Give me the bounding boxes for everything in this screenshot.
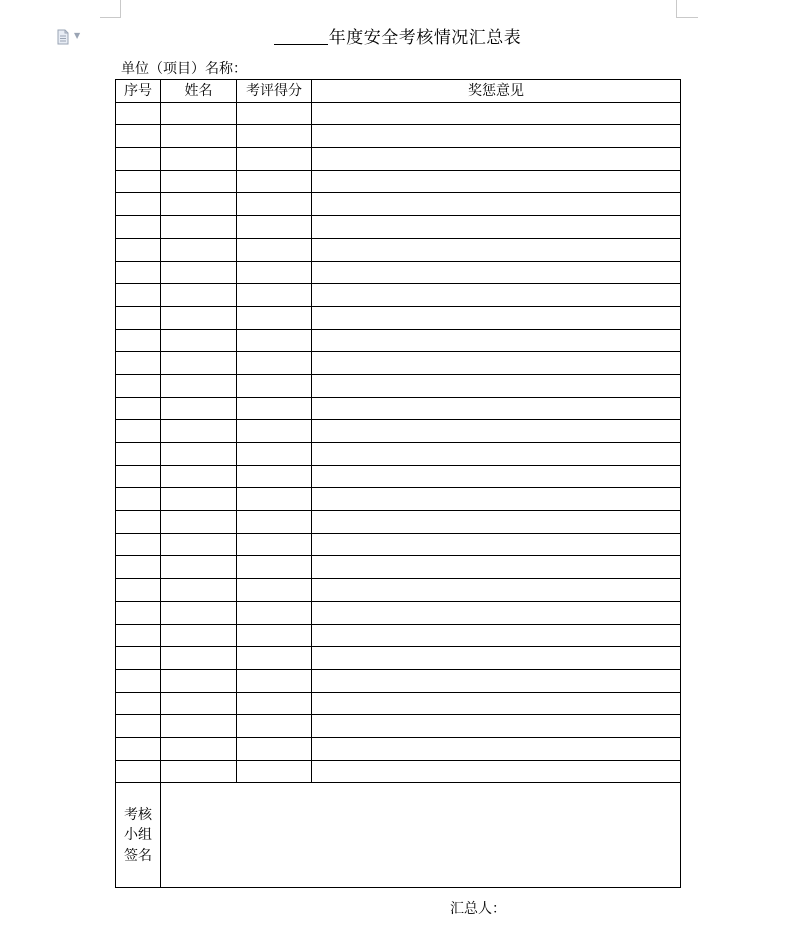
cell-index[interactable] (116, 170, 161, 193)
cell-score[interactable] (237, 692, 312, 715)
cell-name[interactable] (161, 352, 237, 375)
cell-name[interactable] (161, 216, 237, 239)
sign-label-cell (116, 783, 161, 888)
cell-reward-opinion[interactable] (312, 352, 681, 375)
cell-index[interactable] (116, 669, 161, 692)
cell-name[interactable] (161, 193, 237, 216)
table-body (116, 102, 681, 783)
cell-score[interactable] (237, 238, 312, 261)
cell-score[interactable] (237, 193, 312, 216)
cell-reward-opinion[interactable] (312, 624, 681, 647)
table-row (116, 715, 681, 738)
summarizer-label: 汇总人： (450, 901, 506, 917)
crop-mark-top-right-v (676, 0, 677, 17)
cell-reward-opinion[interactable] (312, 261, 681, 284)
table-row (116, 352, 681, 375)
cell-index[interactable] (116, 715, 161, 738)
table-header-row (116, 80, 681, 103)
cell-name[interactable] (161, 556, 237, 579)
cell-index[interactable] (116, 193, 161, 216)
crop-mark-top-right-h (676, 17, 698, 18)
table-row (116, 102, 681, 125)
cell-name[interactable] (161, 601, 237, 624)
table-row (116, 261, 681, 284)
cell-reward-opinion[interactable] (312, 306, 681, 329)
cell-reward-opinion[interactable] (312, 511, 681, 534)
cell-score[interactable] (237, 420, 312, 443)
table-row (116, 374, 681, 397)
cell-score[interactable] (237, 374, 312, 397)
table-row (116, 579, 681, 602)
cell-index[interactable] (116, 238, 161, 261)
cell-score[interactable] (237, 511, 312, 534)
cell-reward-opinion[interactable] (312, 601, 681, 624)
cell-reward-opinion[interactable] (312, 238, 681, 261)
cell-index[interactable] (116, 624, 161, 647)
column-header-index: 序号 (116, 80, 161, 103)
cell-score[interactable] (237, 624, 312, 647)
cell-index[interactable] (116, 533, 161, 556)
table-row (116, 329, 681, 352)
cell-score[interactable] (237, 601, 312, 624)
cell-reward-opinion[interactable] (312, 125, 681, 148)
title-text: 年度安全考核情况汇总表 (328, 28, 522, 48)
cell-index[interactable] (116, 261, 161, 284)
table-row (116, 511, 681, 534)
cell-reward-opinion[interactable] (312, 465, 681, 488)
cell-name[interactable] (161, 533, 237, 556)
table-row (116, 601, 681, 624)
cell-score[interactable] (237, 737, 312, 760)
cell-name[interactable] (161, 443, 237, 466)
table-row (116, 148, 681, 171)
table-row (116, 397, 681, 420)
table-row (116, 737, 681, 760)
cell-score[interactable] (237, 488, 312, 511)
cell-reward-opinion[interactable] (312, 692, 681, 715)
table-row (116, 238, 681, 261)
cell-index[interactable] (116, 737, 161, 760)
cell-score[interactable] (237, 216, 312, 239)
cell-name[interactable] (161, 715, 237, 738)
cell-score[interactable] (237, 397, 312, 420)
table-row (116, 420, 681, 443)
cell-score[interactable] (237, 647, 312, 670)
cell-score[interactable] (237, 556, 312, 579)
table-row (116, 692, 681, 715)
cell-name[interactable] (161, 148, 237, 171)
cell-name[interactable] (161, 170, 237, 193)
cell-index[interactable] (116, 488, 161, 511)
cell-reward-opinion[interactable] (312, 533, 681, 556)
cell-score[interactable] (237, 261, 312, 284)
cell-index[interactable] (116, 511, 161, 534)
cell-name[interactable] (161, 624, 237, 647)
crop-mark-top-left-h (100, 17, 121, 18)
cell-name[interactable] (161, 238, 237, 261)
cell-name[interactable] (161, 737, 237, 760)
table-row (116, 624, 681, 647)
cell-index[interactable] (116, 329, 161, 352)
cell-score[interactable] (237, 125, 312, 148)
cell-reward-opinion[interactable] (312, 647, 681, 670)
table-row (116, 216, 681, 239)
table-row (116, 533, 681, 556)
cell-score[interactable] (237, 170, 312, 193)
cell-reward-opinion[interactable] (312, 102, 681, 125)
cell-name[interactable] (161, 261, 237, 284)
table-row (116, 669, 681, 692)
cell-name[interactable] (161, 329, 237, 352)
cell-index[interactable] (116, 216, 161, 239)
cell-index[interactable] (116, 397, 161, 420)
chevron-down-icon[interactable]: ▼ (74, 31, 81, 40)
column-header-reward-opinion: 奖惩意见 (312, 80, 681, 103)
cell-index[interactable] (116, 579, 161, 602)
cell-index[interactable] (116, 148, 161, 171)
cell-reward-opinion[interactable] (312, 193, 681, 216)
cell-index[interactable] (116, 306, 161, 329)
table-row (116, 125, 681, 148)
cell-score[interactable] (237, 465, 312, 488)
cell-reward-opinion[interactable] (312, 737, 681, 760)
cell-reward-opinion[interactable] (312, 216, 681, 239)
cell-reward-opinion[interactable] (312, 284, 681, 307)
cell-name[interactable] (161, 465, 237, 488)
cell-name[interactable] (161, 420, 237, 443)
cell-score[interactable] (237, 669, 312, 692)
cell-reward-opinion[interactable] (312, 579, 681, 602)
unit-label: 单位（项目）名称： (121, 61, 247, 77)
cell-index[interactable] (116, 374, 161, 397)
cell-index[interactable] (116, 647, 161, 670)
cell-index[interactable] (116, 556, 161, 579)
cell-score[interactable] (237, 284, 312, 307)
cell-score[interactable] (237, 148, 312, 171)
cell-reward-opinion[interactable] (312, 170, 681, 193)
cell-reward-opinion[interactable] (312, 374, 681, 397)
cell-index[interactable] (116, 465, 161, 488)
cell-name[interactable] (161, 306, 237, 329)
cell-reward-opinion[interactable] (312, 669, 681, 692)
cell-name[interactable] (161, 511, 237, 534)
cell-score[interactable] (237, 352, 312, 375)
cell-index[interactable] (116, 692, 161, 715)
table-row (116, 556, 681, 579)
cell-name[interactable] (161, 284, 237, 307)
cell-reward-opinion[interactable] (312, 148, 681, 171)
cell-reward-opinion[interactable] (312, 397, 681, 420)
column-header-score: 考评得分 (237, 80, 312, 103)
cell-score[interactable] (237, 443, 312, 466)
cell-name[interactable] (161, 125, 237, 148)
cell-score[interactable] (237, 533, 312, 556)
cell-name[interactable] (161, 397, 237, 420)
cell-score[interactable] (237, 329, 312, 352)
table-row (116, 488, 681, 511)
cell-score[interactable] (237, 102, 312, 125)
cell-name[interactable] (161, 488, 237, 511)
cell-reward-opinion[interactable] (312, 488, 681, 511)
cell-name[interactable] (161, 692, 237, 715)
cell-score[interactable] (237, 579, 312, 602)
table-row (116, 170, 681, 193)
cell-index[interactable] (116, 443, 161, 466)
cell-reward-opinion[interactable] (312, 329, 681, 352)
cell-name[interactable] (161, 579, 237, 602)
cell-name[interactable] (161, 647, 237, 670)
table-row (116, 443, 681, 466)
cell-reward-opinion[interactable] (312, 760, 681, 783)
year-blank (274, 26, 328, 45)
cell-index[interactable] (116, 284, 161, 307)
cell-index[interactable] (116, 352, 161, 375)
cell-index[interactable] (116, 420, 161, 443)
table-row (116, 465, 681, 488)
crop-mark-top-left-v (120, 0, 121, 17)
table-row (116, 306, 681, 329)
cell-index[interactable] (116, 601, 161, 624)
table-row (116, 760, 681, 783)
page-title (0, 26, 795, 50)
table-row (116, 193, 681, 216)
sign-label: 考核小组签名 (124, 806, 152, 864)
cell-reward-opinion[interactable] (312, 420, 681, 443)
cell-reward-opinion[interactable] (312, 715, 681, 738)
table-row (116, 647, 681, 670)
sign-row (116, 783, 681, 888)
summary-table (115, 79, 681, 888)
cell-name[interactable] (161, 102, 237, 125)
cell-index[interactable] (116, 125, 161, 148)
cell-index[interactable] (116, 760, 161, 783)
sign-area[interactable] (161, 783, 681, 888)
cell-score[interactable] (237, 760, 312, 783)
cell-score[interactable] (237, 715, 312, 738)
cell-name[interactable] (161, 760, 237, 783)
cell-reward-opinion[interactable] (312, 556, 681, 579)
column-header-name: 姓名 (161, 80, 237, 103)
table-row (116, 284, 681, 307)
cell-name[interactable] (161, 374, 237, 397)
cell-reward-opinion[interactable] (312, 443, 681, 466)
cell-index[interactable] (116, 102, 161, 125)
cell-score[interactable] (237, 306, 312, 329)
cell-name[interactable] (161, 669, 237, 692)
